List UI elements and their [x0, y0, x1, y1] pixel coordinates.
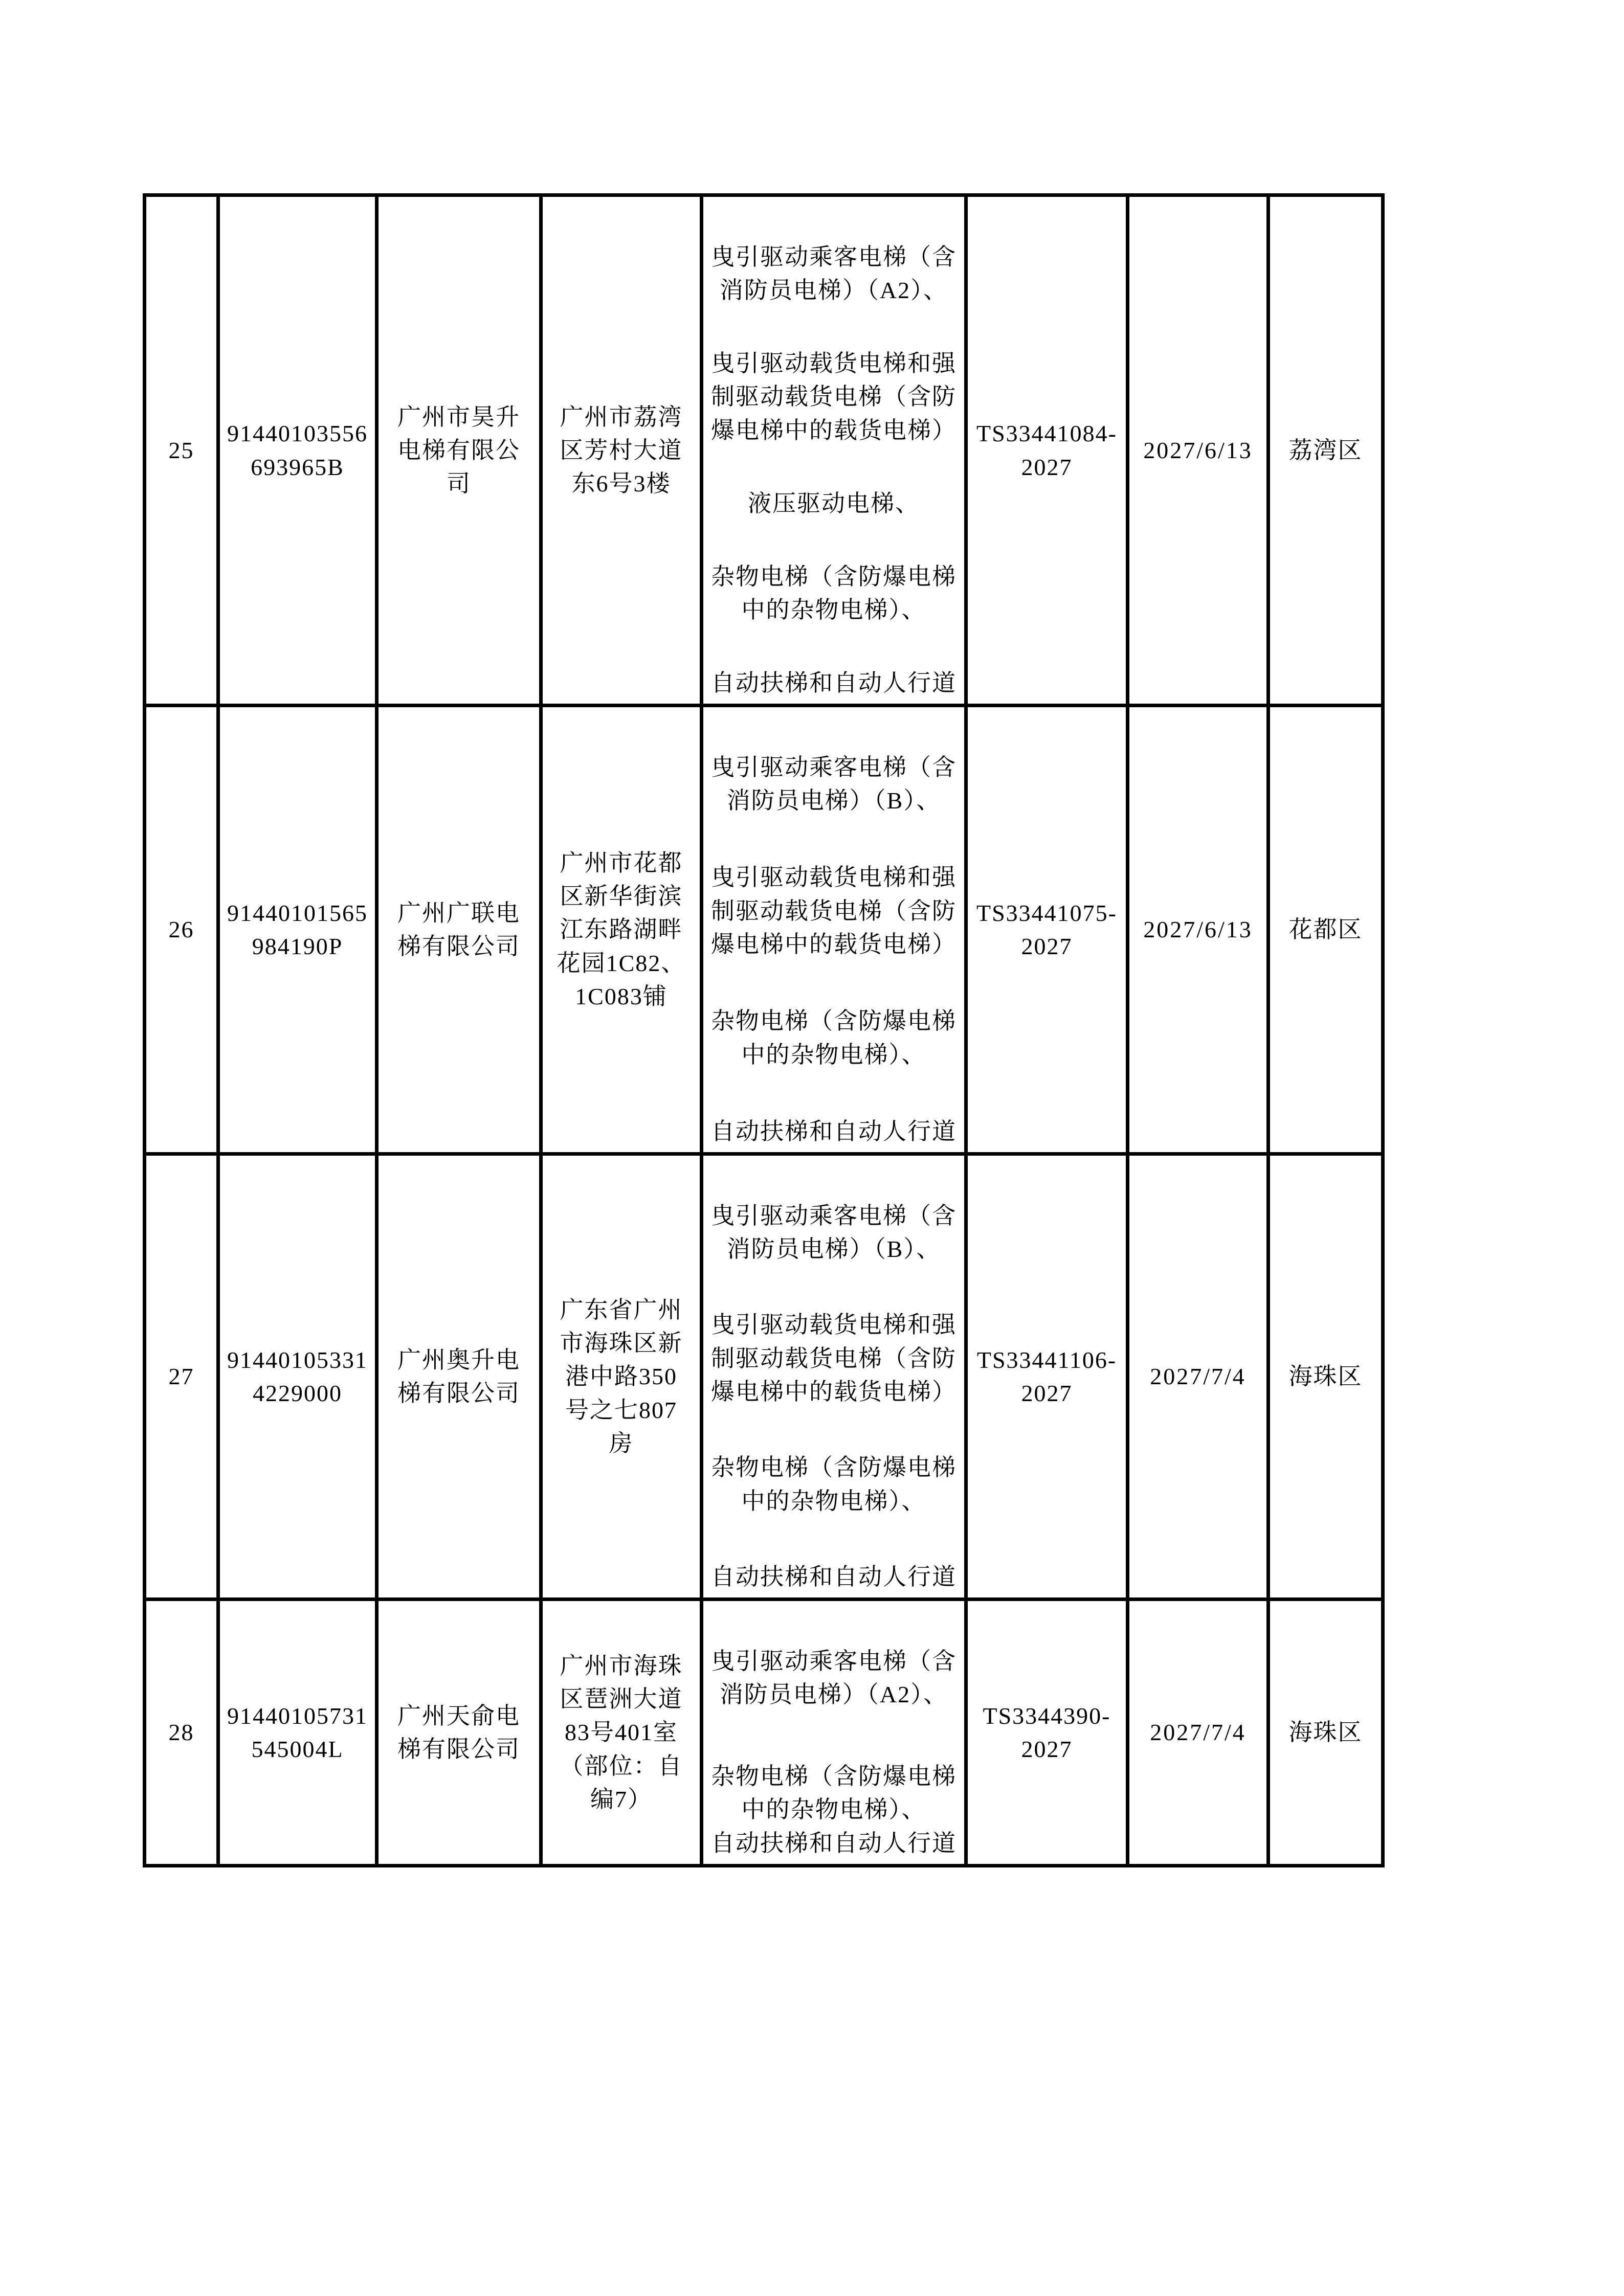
row-28-company: 广州天俞电梯有限公司: [379, 1601, 543, 1864]
equipment-item: 杂物电梯（含防爆电梯中的杂物电梯）、: [711, 1008, 956, 1068]
row-26-expiry-date: 2027/6/13: [1129, 707, 1270, 1156]
row-27-seq: 27: [146, 1156, 220, 1601]
row-28-address: 广州市海珠区琶洲大道83号401室（部位：自编7）: [543, 1601, 703, 1864]
equipment-item: 曳引驱动乘客电梯（含消防员电梯）（B）、: [711, 1203, 956, 1263]
row-25-equipment: [703, 197, 968, 707]
row-26-equipment: [703, 707, 968, 1156]
row-26-seq: 26: [146, 707, 220, 1156]
row-25-address: 广州市荔湾区芳村大道东6号3楼: [543, 197, 703, 707]
equipment-item: 曳引驱动载货电梯和强制驱动载货电梯（含防爆电梯中的载货电梯）: [711, 864, 956, 958]
row-28-equipment: [703, 1601, 968, 1864]
row-28-credit-code: 91440105731545004L: [220, 1601, 379, 1864]
equipment-item: 杂物电梯（含防爆电梯中的杂物电梯）、: [711, 1454, 956, 1514]
equipment-item: 曳引驱动乘客电梯（含消防员电梯）（A2）、: [711, 1648, 956, 1708]
row-28-expiry-date: 2027/7/4: [1129, 1601, 1270, 1864]
row-25-district: 荔湾区: [1270, 197, 1381, 707]
row-26-address: 广州市花都区新华街滨江东路湖畔花园1C82、1C083铺: [543, 707, 703, 1156]
equipment-item: 自动扶梯和自动人行道: [711, 1118, 956, 1144]
row-25-certificate-no: TS33441084-2027: [968, 197, 1129, 707]
row-26-credit-code: 91440101565984190P: [220, 707, 379, 1156]
row-25-seq: 25: [146, 197, 220, 707]
row-27-equipment: [703, 1156, 968, 1601]
row-28-seq: 28: [146, 1601, 220, 1864]
row-27-company: 广州奥升电梯有限公司: [379, 1156, 543, 1601]
row-26-district: 花都区: [1270, 707, 1381, 1156]
row-25-company: 广州市昊升电梯有限公司: [379, 197, 543, 707]
equipment-item: 自动扶梯和自动人行道: [711, 669, 956, 696]
equipment-item: 曳引驱动载货电梯和强制驱动载货电梯（含防爆电梯中的载货电梯）: [711, 350, 956, 443]
equipment-item: 曳引驱动载货电梯和强制驱动载货电梯（含防爆电梯中的载货电梯）: [711, 1312, 956, 1405]
row-27-certificate-no: TS33441106-2027: [968, 1156, 1129, 1601]
equipment-item: 液压驱动电梯、: [748, 490, 920, 516]
row-27-expiry-date: 2027/7/4: [1129, 1156, 1270, 1601]
equipment-item-group: [708, 1760, 959, 1860]
equipment-item: 曳引驱动乘客电梯（含消防员电梯）（A2）、: [711, 244, 956, 304]
row-26-certificate-no: TS33441075-2027: [968, 707, 1129, 1156]
row-25-credit-code: 91440103556693965B: [220, 197, 379, 707]
row-26-company: 广州广联电梯有限公司: [379, 707, 543, 1156]
elevator-license-table: [143, 193, 1385, 1867]
row-28-district: 海珠区: [1288, 1719, 1363, 1746]
equipment-item: 自动扶梯和自动人行道: [711, 1563, 956, 1590]
equipment-item: 曳引驱动乘客电梯（含消防员电梯）（B）、: [711, 754, 956, 814]
row-25-expiry-date: 2027/6/13: [1129, 197, 1270, 707]
row-28-certificate-no: TS3344390-2027: [968, 1601, 1129, 1864]
equipment-item: 自动扶梯和自动人行道: [711, 1830, 956, 1856]
row-27-address: 广东省广州市海珠区新港中路350号之七807房: [543, 1156, 703, 1601]
equipment-item: 杂物电梯（含防爆电梯中的杂物电梯）、: [711, 1763, 956, 1823]
row-27-credit-code: 914401053314229000: [220, 1156, 379, 1601]
equipment-item: 杂物电梯（含防爆电梯中的杂物电梯）、: [711, 563, 956, 623]
row-27-district: 海珠区: [1270, 1156, 1381, 1601]
